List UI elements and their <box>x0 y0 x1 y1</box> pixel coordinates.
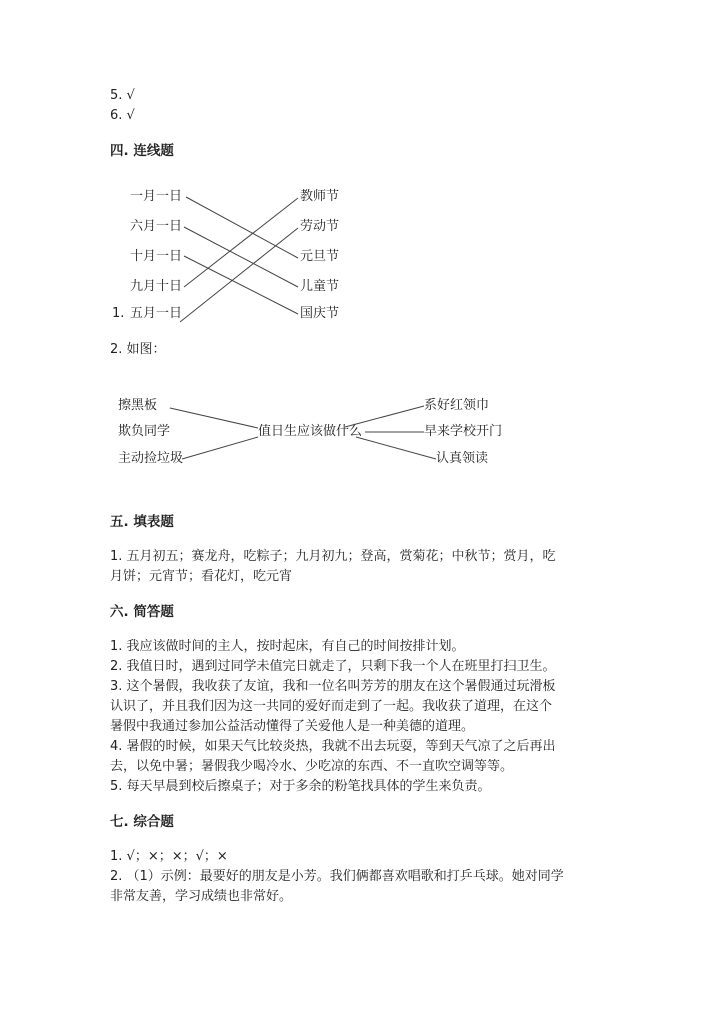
answer-line: 3. 这个暑假，我收获了友谊，我和一位名叫芳芳的朋友在这个暑假通过玩滑板 <box>110 679 556 694</box>
diagram-left: 主动捡垃圾 <box>118 451 184 466</box>
diagram-right: 认真领读 <box>436 451 489 466</box>
match-left: 六月一日 <box>130 219 183 234</box>
match-left: 一月一日 <box>130 189 183 204</box>
answer-line: 2. （1）示例：最要好的朋友是小芳。我们俩都喜欢唱歌和打乒乓球。她对同学 <box>110 869 564 884</box>
diagram-left: 欺负同学 <box>118 424 171 439</box>
answer-line: 5. √ <box>110 88 135 103</box>
match-right: 儿童节 <box>300 279 340 294</box>
match-left: 九月十日 <box>130 279 183 294</box>
section-heading: 六. 简答题 <box>110 604 174 620</box>
answer-line: 1. √；×；×；√；× <box>110 849 228 864</box>
question-label: 2. 如图： <box>110 342 166 357</box>
diagram-right: 系好红领巾 <box>424 398 490 413</box>
match-right: 劳动节 <box>300 219 340 234</box>
answer-line: 1. 五月初五；赛龙舟，吃粽子；九月初九；登高，赏菊花；中秋节；赏月，吃 <box>110 549 556 564</box>
answer-line: 认识了，并且我们因为这一共同的爱好而走到了一起。我收获了道理，在这个 <box>110 699 553 714</box>
answer-line: 2. 我值日时，遇到过同学未值完日就走了，只剩下我一个人在班里打扫卫生。 <box>110 659 556 674</box>
diagram-left: 擦黑板 <box>118 398 158 413</box>
diagram-center: 值日生应该做什么 <box>258 424 363 439</box>
answer-line: 1. 我应该做时间的主人，按时起床，有自己的时间按排计划。 <box>110 639 465 654</box>
section-heading: 七. 综合题 <box>110 814 174 830</box>
match-right: 元旦节 <box>300 249 340 264</box>
diagram-right: 早来学校开门 <box>424 424 503 439</box>
match-right: 国庆节 <box>300 306 340 321</box>
match-right: 教师节 <box>300 189 340 204</box>
answer-line: 去，以免中暑；暑假我少喝冷水、少吃凉的东西、不一直吹空调等等。 <box>110 759 514 774</box>
answer-line: 6. √ <box>110 108 135 123</box>
answer-line: 5. 每天早晨到校后擦桌子；对于多余的粉笔找具体的学生来负责。 <box>110 779 491 794</box>
section-heading: 四. 连线题 <box>110 143 174 159</box>
answer-line: 4. 暑假的时候，如果天气比较炎热，我就不出去玩耍，等到天气凉了之后再出 <box>110 739 556 754</box>
match-left: 五月一日 <box>130 306 183 321</box>
answer-line: 暑假中我通过参加公益活动懂得了关爱他人是一种美德的道理。 <box>110 719 475 734</box>
section-heading: 五. 填表题 <box>110 514 174 530</box>
match-left: 十月一日 <box>130 249 183 264</box>
answer-line: 月饼；元宵节；看花灯，吃元宵 <box>110 569 293 584</box>
question-number: 1. <box>112 306 125 321</box>
answer-line: 非常友善，学习成绩也非常好。 <box>110 889 293 904</box>
